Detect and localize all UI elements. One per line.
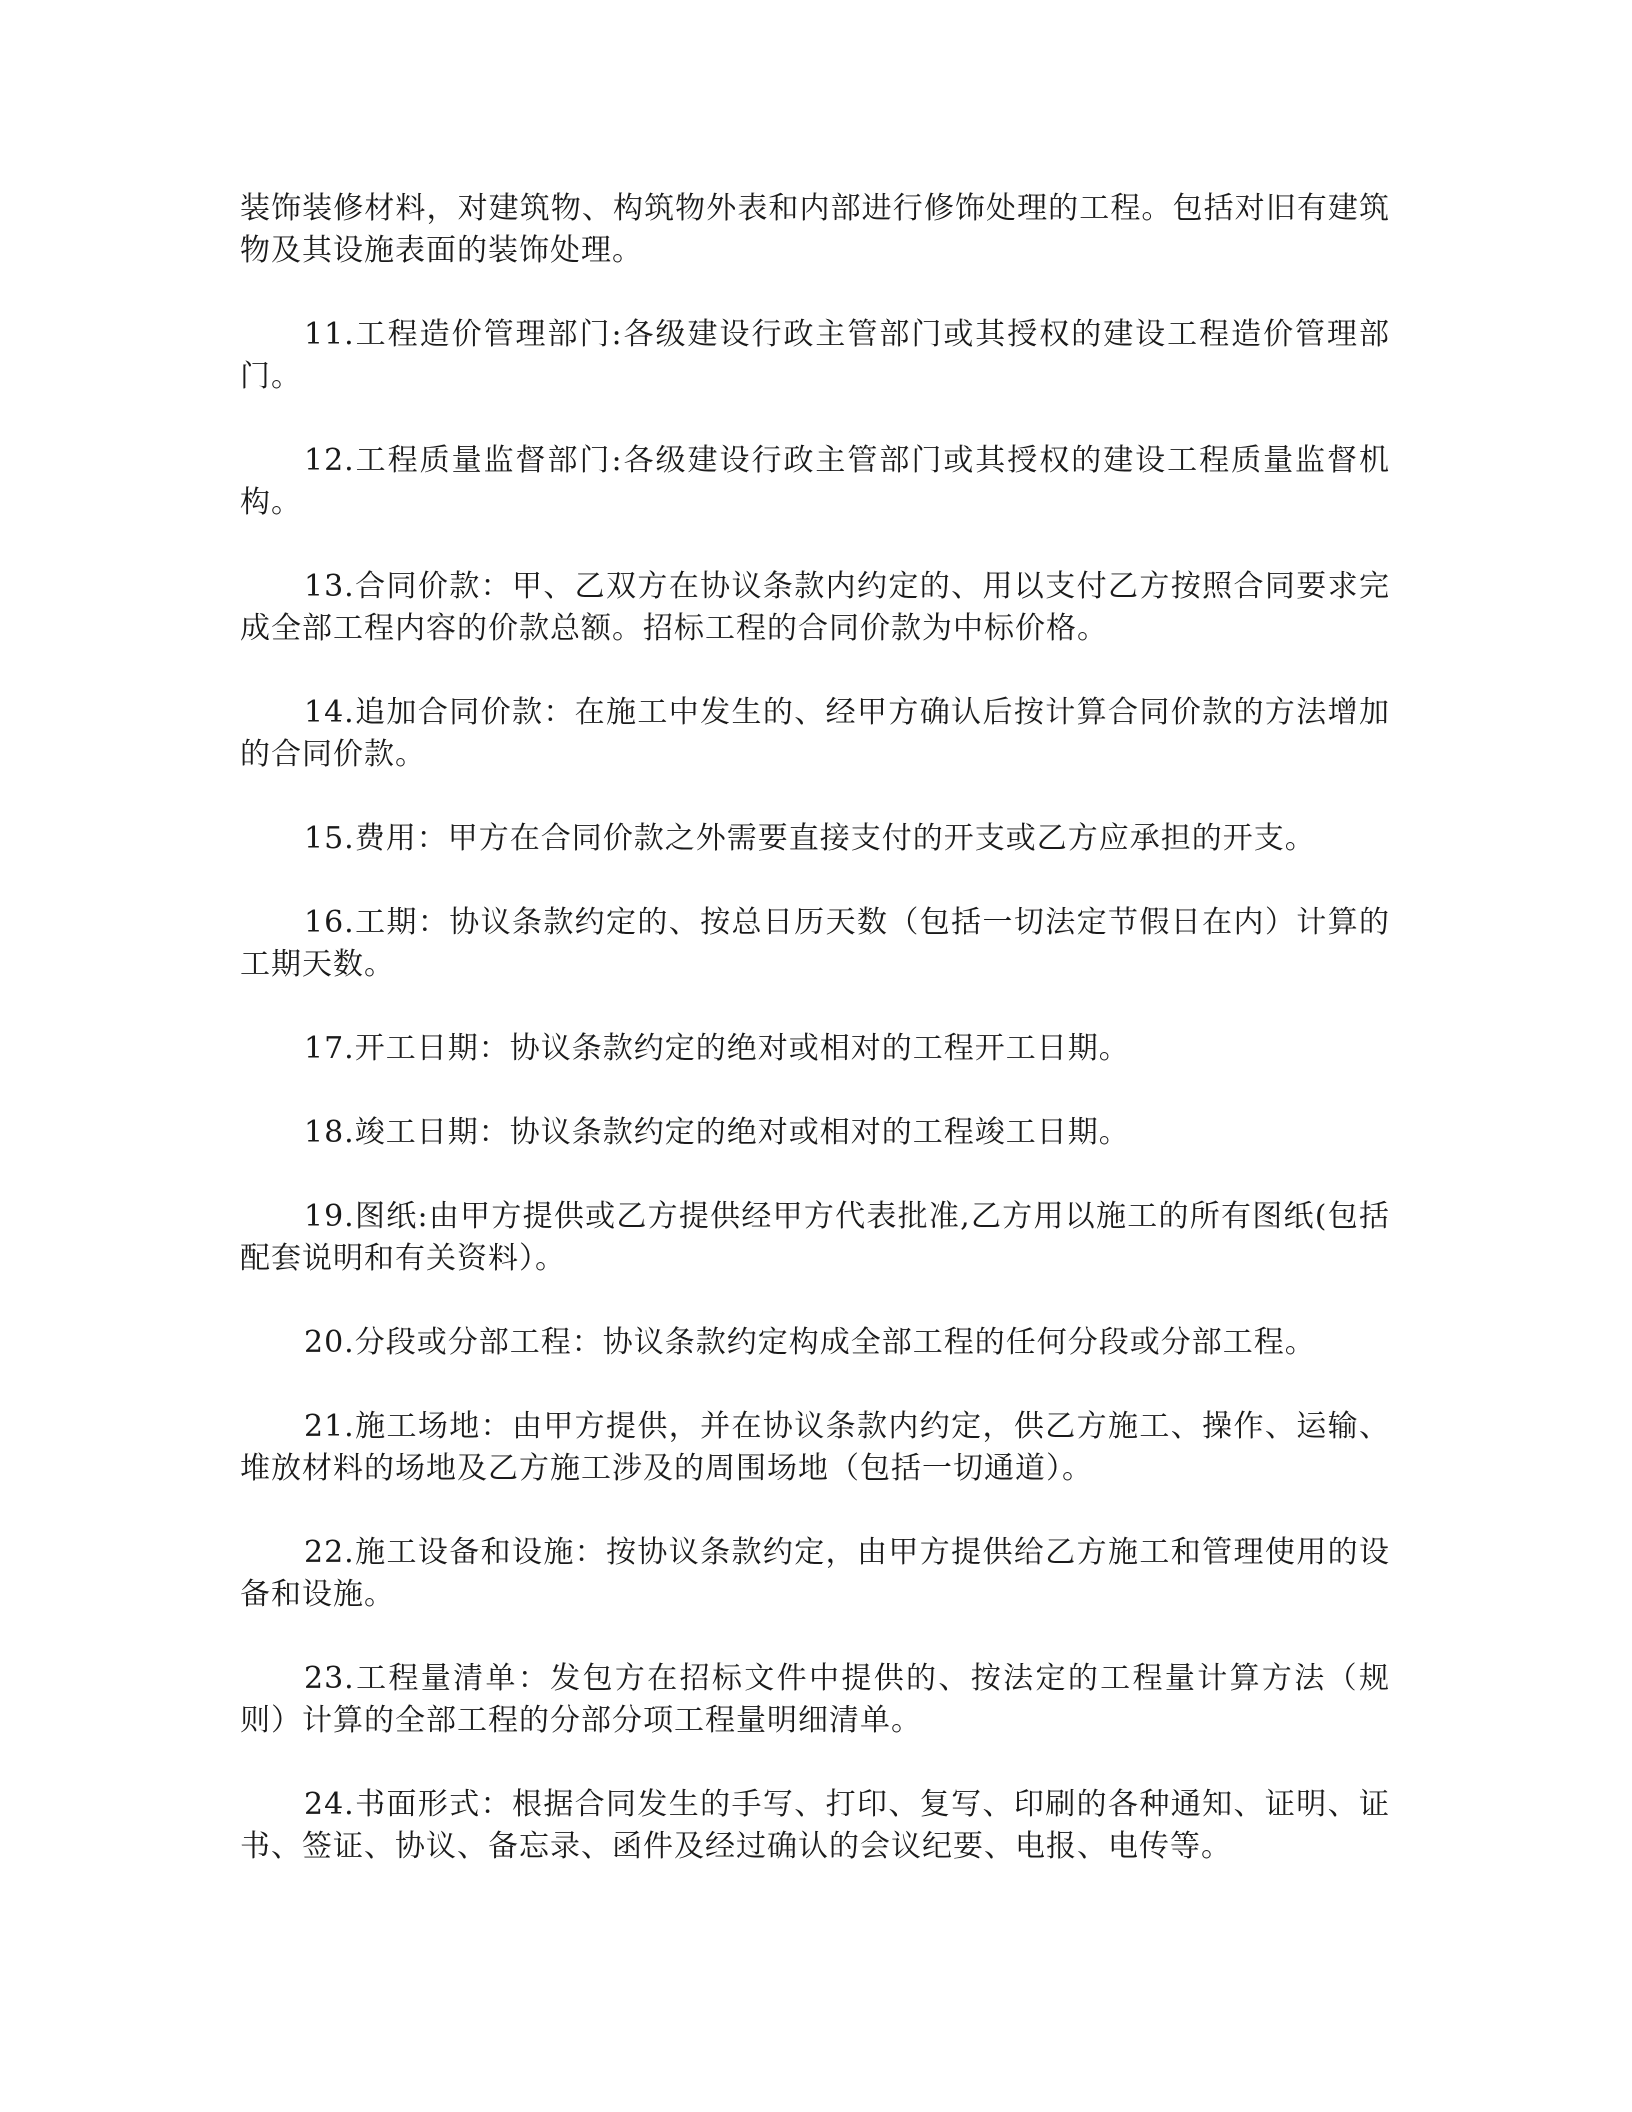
paragraph-item-11: 11.工程造价管理部门:各级建设行政主管部门或其授权的建设工程造价管理部门。 [240,317,1390,394]
document-body [240,188,1390,1910]
paragraph-item-17: 17.开工日期：协议条款约定的绝对或相对的工程开工日期。 [304,1031,1130,1066]
paragraph-item-19: 19.图纸:由甲方提供或乙方提供经甲方代表批准,乙方用以施工的所有图纸(包括配套说明和有关资料）。 [240,1199,1390,1276]
paragraph-item-16: 16.工期：协议条款约定的、按总日历天数（包括一切法定节假日在内）计算的工期天数。 [240,905,1390,982]
paragraph-continuation: 装饰装修材料，对建筑物、构筑物外表和内部进行修饰处理的工程。包括对旧有建筑物及其设施表面的装饰处理。 [240,191,1390,268]
paragraph-item-18: 18.竣工日期：协议条款约定的绝对或相对的工程竣工日期。 [304,1115,1130,1150]
paragraph-item-14: 14.追加合同价款：在施工中发生的、经甲方确认后按计算合同价款的方法增加的合同价款。 [240,695,1390,772]
paragraph-item-20: 20.分段或分部工程：协议条款约定构成全部工程的任何分段或分部工程。 [304,1325,1316,1360]
paragraph-item-22: 22.施工设备和设施：按协议条款约定，由甲方提供给乙方施工和管理使用的设备和设施。 [240,1535,1390,1612]
paragraph-item-15: 15.费用：甲方在合同价款之外需要直接支付的开支或乙方应承担的开支。 [304,821,1316,856]
paragraph-item-23: 23.工程量清单：发包方在招标文件中提供的、按法定的工程量计算方法（规则）计算的全部工程的分部分项工程量明细清单。 [240,1661,1390,1738]
paragraph-item-12: 12.工程质量监督部门:各级建设行政主管部门或其授权的建设工程质量监督机构。 [240,443,1390,520]
paragraph-item-13: 13.合同价款：甲、乙双方在协议条款内约定的、用以支付乙方按照合同要求完成全部工程内容的价款总额。招标工程的合同价款为中标价格。 [240,569,1390,646]
paragraph-item-24: 24.书面形式：根据合同发生的手写、打印、复写、印刷的各种通知、证明、证书、签证、协议、备忘录、函件及经过确认的会议纪要、电报、电传等。 [240,1787,1390,1864]
paragraph-item-21: 21.施工场地：由甲方提供，并在协议条款内约定，供乙方施工、操作、运输、堆放材料的场地及乙方施工涉及的周围场地（包括一切通道）。 [240,1409,1390,1486]
